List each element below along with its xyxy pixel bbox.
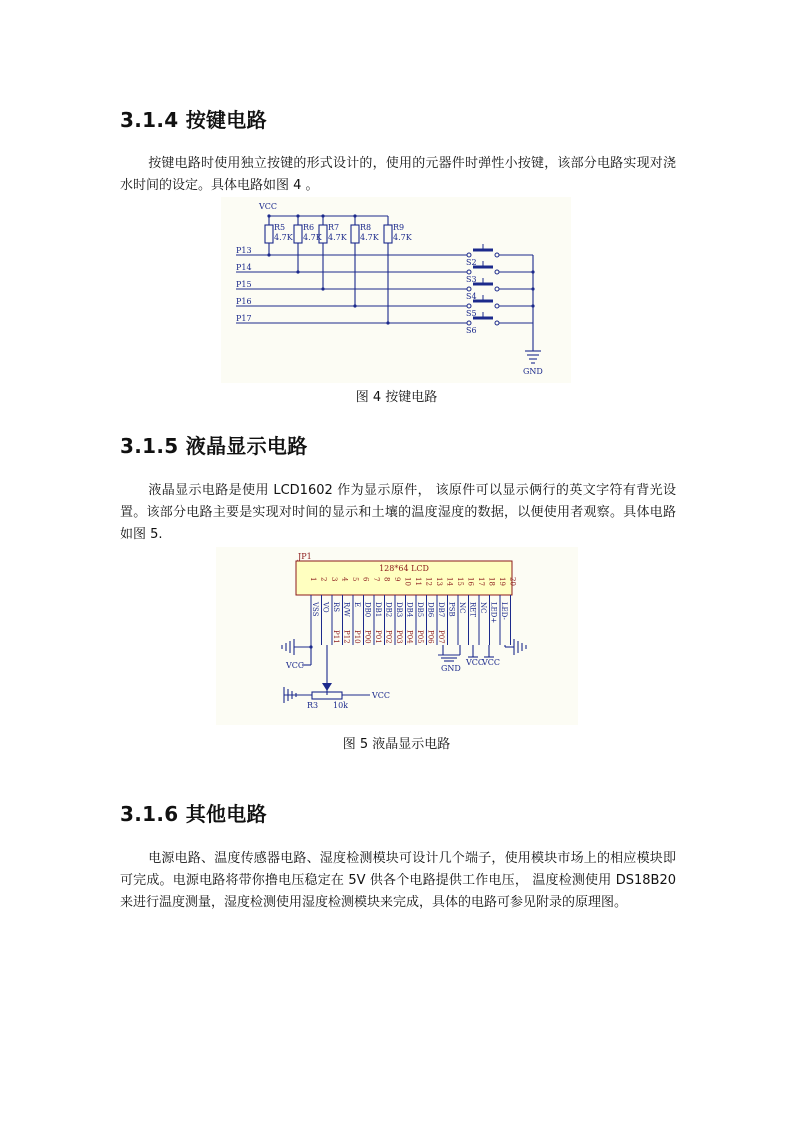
lcd-pin-signal: DB2 [384,602,393,618]
lcd-pin-net: P00 [363,630,372,644]
paragraph-keypad: 按键电路时使用独立按键的形式设计的，使用的元器件时弹性小按键，该部分电路实现对浇水时间的设定。具体电路如图 4 。 [120,156,676,193]
lcd-pin-signal: LED+ [489,602,498,624]
lcd-pin-signal: RET [468,602,477,618]
resistor-ref: R6 [303,223,315,232]
port-label: P17 [236,314,252,323]
resistor-value: 4.7K [303,233,322,242]
heading-3-1-4: 3.1.4 按键电路 [120,108,267,132]
lcd-pin-net: P03 [395,630,403,644]
lcd-pin-net: P10 [353,630,361,644]
switch-label: S3 [466,275,477,284]
lcd-pin-net: P05 [416,630,424,644]
gnd-label: GND [441,664,461,673]
switch-label: S2 [466,258,477,267]
lcd-pin-signal: DB7 [437,602,445,618]
lcd-pin-signal: DB1 [374,602,382,618]
lcd-pin-number: 11 [414,577,422,586]
lcd-pin-number: 16 [466,577,475,586]
figure-keypad-circuit [221,197,571,383]
lcd-pin-number: 17 [477,577,485,586]
resistor-ref: R8 [360,223,372,232]
lcd-pin-number: 9 [393,577,401,582]
lcd-pin-number: 19 [498,577,506,586]
resistor-value: 4.7K [360,233,379,242]
vcc-label-left: VCC [286,661,305,670]
lcd-pin-signal: DB3 [395,602,403,618]
lcd-pin-signal: E [353,602,361,608]
gnd-label: GND [523,367,543,376]
figure-lcd-circuit [216,547,578,725]
lcd-pin-net: P12 [342,630,351,644]
lcd-ref-label: JP1 [298,552,312,561]
lcd-pin-number: 1 [309,577,317,582]
switch-label: S5 [466,309,477,318]
switch-label: S6 [466,326,477,335]
heading-3-1-6: 3.1.6 其他电路 [120,802,267,826]
pot-ref-label: R3 [307,701,319,710]
heading-3-1-5: 3.1.5 液晶显示电路 [120,434,308,458]
lcd-pin-signal: VSS [311,602,319,617]
resistor-value: 4.7K [328,233,347,242]
port-label: P14 [236,263,252,272]
lcd-pin-number: 8 [382,577,391,582]
resistor-ref: R9 [393,223,405,232]
lcd-pin-net: P07 [437,630,445,644]
lcd-title: 128*64 LCD [379,564,429,573]
lcd-pin-net: P06 [426,630,435,644]
port-label: P15 [236,280,252,289]
lcd-pin-net: P01 [374,630,382,644]
lcd-pin-signal: DB5 [416,602,424,618]
lcd-pin-signal: RS [332,602,340,613]
resistor-ref: R5 [274,223,286,232]
lcd-pin-signal: NC [458,602,466,614]
paragraph-lcd: 液晶显示电路是使用 LCD1602 作为显示原件， 该原件可以显示俩行的英文字符有背光设置。该部分电路主要是实现对时间的显示和土壤的温度湿度的数据，以便使用者观察。具体电路如图 5. [120,483,676,542]
lcd-pin-signal: DB4 [405,602,414,618]
lcd-pin-number: 5 [351,577,359,582]
port-label: P16 [236,297,252,306]
port-label: P13 [236,246,252,255]
keypad-schematic [221,197,571,383]
lcd-pin-signal: DB6 [426,602,435,618]
lcd-pin-net: P04 [405,630,414,644]
lcd-pin-signal: VO [321,602,330,613]
vcc-label: VCC [259,202,278,211]
lcd-pin-number: 13 [435,577,443,586]
lcd-pin-number: 18 [487,577,496,586]
lcd-pin-number: 12 [424,577,433,586]
lcd-pin-signal: R/W [342,602,351,617]
lcd-schematic [216,547,578,725]
lcd-pin-signal: NC [479,602,487,614]
figure-5-caption: 图 5 液晶显示电路 [342,737,451,752]
lcd-pin-net: P02 [384,630,393,644]
vcc-label-b: VCC [482,658,501,667]
lcd-pin-number: 7 [372,577,380,582]
lcd-pin-net: P11 [332,630,340,644]
lcd-pin-number: 14 [445,577,454,586]
resistor-value: 4.7K [393,233,412,242]
lcd-pin-number: 20 [508,577,517,586]
paragraph-other-circuits: 电源电路、温度传感器电路、湿度检测模块可设计几个端子，使用模块市场上的相应模块即可完成。电源电路将带你撸电压稳定在 5V 供各个电路提供工作电压， 温度检测使用 DS18B20 来进行温度测量，湿度检测使用湿度检测模块来完成，具体的电路可参见附录的原理图。 [120,851,676,910]
lcd-pin-number: 6 [361,577,370,582]
lcd-pin-number: 10 [403,577,412,586]
vcc-label-a: VCC [466,658,485,667]
resistor-ref: R7 [328,223,340,232]
lcd-pin-number: 4 [340,577,349,582]
pot-vcc-label: VCC [372,691,391,700]
switch-label: S4 [466,292,477,301]
lcd-pin-number: 2 [319,577,328,582]
lcd-pin-number: 3 [330,577,338,582]
resistor-value: 4.7K [274,233,293,242]
lcd-pin-signal: PSB [447,602,456,617]
pot-value-label: 10k [333,701,349,710]
figure-4-caption: 图 4 按键电路 [355,390,438,405]
lcd-pin-signal: DB0 [363,602,372,618]
lcd-pin-number: 15 [456,577,464,586]
lcd-pin-signal: LED- [500,602,508,620]
